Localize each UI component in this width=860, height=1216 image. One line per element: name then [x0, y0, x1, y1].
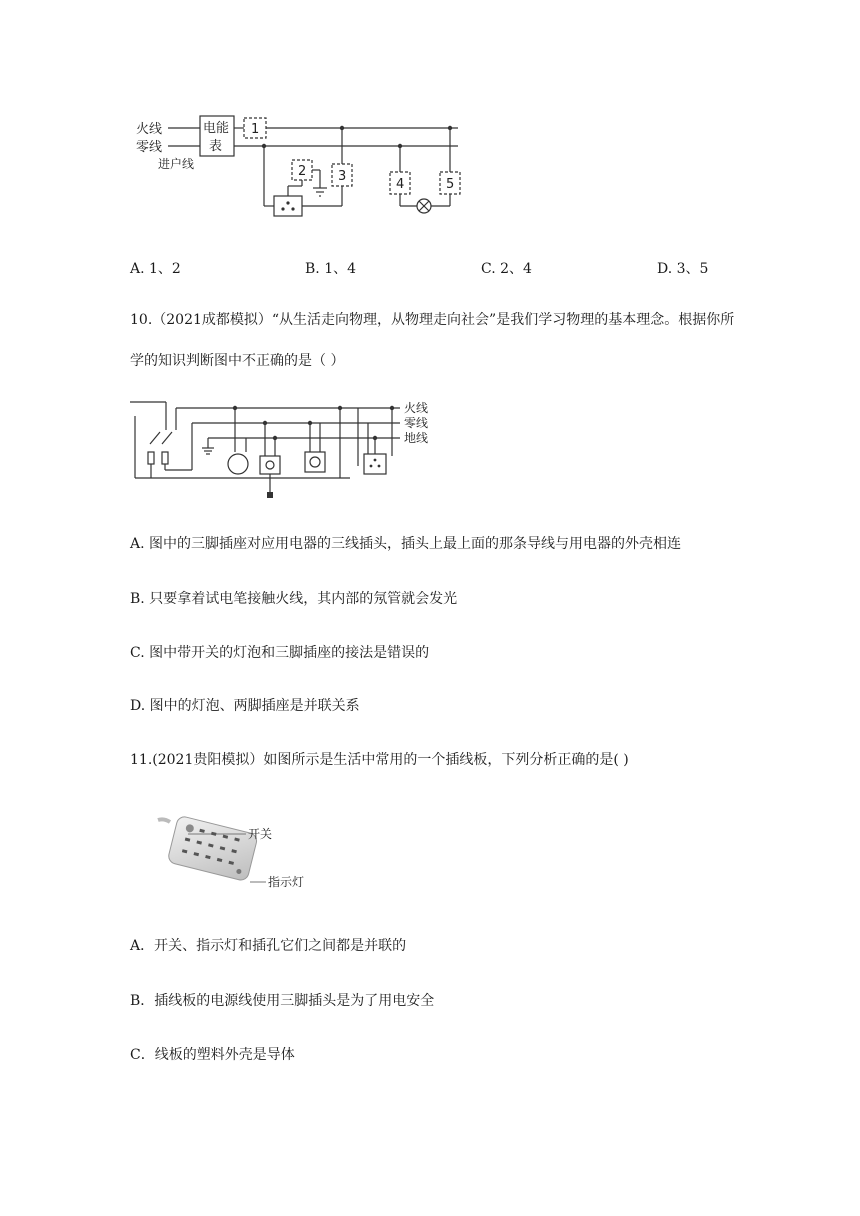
box5-label: 5: [446, 177, 455, 192]
q10-stem-line2: 学的知识判断图中不正确的是（ ）: [130, 353, 345, 369]
meter-label-line1: 电能: [203, 121, 230, 136]
switch-label: 开关: [248, 827, 273, 841]
q10-option-a: A. 图中的三脚插座对应用电器的三线插头，插头上最上面的那条导线与用电器的外壳相连: [130, 536, 682, 552]
service-line-label: 进户线: [158, 157, 195, 171]
box1-label: 1: [251, 122, 260, 137]
q11-option-b: B．插线板的电源线使用三脚插头是为了用电安全: [130, 993, 435, 1009]
q10-option-c: C. 图中带开关的灯泡和三脚插座的接法是错误的: [130, 645, 430, 661]
q9-option-b: B. 1、4: [305, 261, 357, 277]
indicator-label: 指示灯: [268, 875, 305, 889]
live-wire-label: 火线: [136, 122, 163, 137]
q9-option-a: A. 1、2: [130, 261, 181, 277]
neutral-wire-label: 零线: [404, 416, 429, 430]
q11-option-c: C．线板的塑料外壳是导体: [130, 1047, 295, 1063]
q10-stem-line1: 10.（2021成都模拟）“从生活走向物理，从物理走向社会”是我们学习物理的基本理念。根据你所: [130, 312, 735, 328]
q10-option-d: D. 图中的灯泡、两脚插座是并联关系: [130, 698, 360, 714]
q9-circuit-diagram: [130, 108, 480, 228]
q10-option-b: B. 只要拿着试电笔接触火线，其内部的氖管就会发光: [130, 591, 458, 607]
q10-wiring-diagram: [130, 396, 450, 502]
box2-label: 2: [298, 164, 307, 179]
neutral-wire-label: 零线: [136, 140, 163, 155]
q9-option-d: D. 3、5: [657, 261, 709, 277]
box3-label: 3: [338, 169, 347, 184]
q11-option-a: A．开关、指示灯和插孔它们之间都是并联的: [130, 938, 407, 954]
q11-power-strip-illustration: [150, 810, 340, 900]
ground-wire-label: 地线: [404, 431, 429, 445]
q11-stem: 11.(2021贵阳模拟）如图所示是生活中常用的一个插线板，下列分析正确的是( ): [130, 752, 629, 768]
meter-label-line2: 表: [209, 139, 223, 154]
box4-label: 4: [396, 177, 405, 192]
live-wire-label: 火线: [404, 401, 429, 415]
q9-option-c: C. 2、4: [481, 261, 532, 277]
